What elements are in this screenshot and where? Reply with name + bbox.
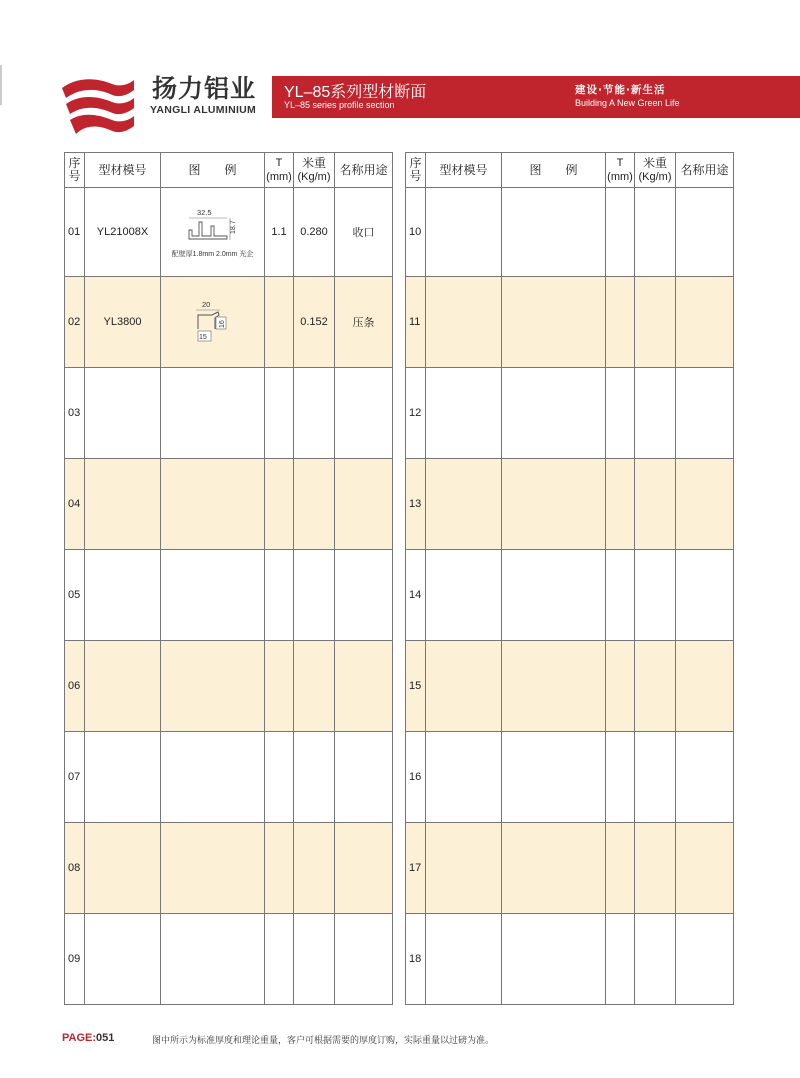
row-index: 11 (406, 277, 426, 368)
table-row (406, 550, 734, 641)
row-usage (676, 459, 734, 550)
row-usage (676, 368, 734, 459)
row-thickness (606, 550, 635, 641)
row-figure (161, 732, 265, 823)
row-thickness (606, 823, 635, 914)
row-usage (335, 368, 393, 459)
row-figure (502, 914, 606, 1005)
row-weight (294, 732, 335, 823)
row-index: 09 (65, 914, 85, 1005)
row-thickness (606, 641, 635, 732)
table-row (406, 732, 734, 823)
row-thickness: 1.1 (265, 188, 294, 277)
row-model (426, 914, 502, 1005)
row-figure (502, 459, 606, 550)
row-weight (294, 459, 335, 550)
row-weight (635, 459, 676, 550)
row-usage (335, 914, 393, 1005)
row-index: 10 (406, 188, 426, 277)
profile-table-left (64, 152, 393, 1005)
row-model (85, 550, 161, 641)
row-index: 13 (406, 459, 426, 550)
row-usage (676, 641, 734, 732)
row-weight (635, 823, 676, 914)
dim-top-label: 20 (201, 299, 210, 309)
row-index: 17 (406, 823, 426, 914)
row-index: 15 (406, 641, 426, 732)
row-model (85, 823, 161, 914)
row-index: 16 (406, 732, 426, 823)
row-thickness (606, 368, 635, 459)
dim-side-label: 16 (218, 319, 226, 328)
table-row (65, 823, 393, 914)
slogan-cn: 建设·节能·新生活 (575, 84, 666, 96)
header-band (272, 76, 800, 118)
row-model (85, 641, 161, 732)
row-figure (161, 823, 265, 914)
series-subtitle: YL–85 series profile section (284, 100, 395, 110)
row-index: 12 (406, 368, 426, 459)
profile-table-right (405, 152, 734, 1005)
row-figure (502, 641, 606, 732)
table-row (406, 368, 734, 459)
table-row (406, 823, 734, 914)
row-figure (161, 550, 265, 641)
table-row (406, 459, 734, 550)
row-usage (676, 732, 734, 823)
table-row (65, 914, 393, 1005)
table-row (65, 277, 393, 368)
row-figure (502, 188, 606, 277)
row-weight (635, 368, 676, 459)
row-usage (676, 914, 734, 1005)
row-figure (502, 823, 606, 914)
row-usage (335, 732, 393, 823)
row-weight: 0.152 (294, 277, 335, 368)
row-model (426, 641, 502, 732)
col-figure-header: 图 例 (502, 153, 606, 188)
row-model (426, 459, 502, 550)
row-usage (335, 550, 393, 641)
table-row (65, 368, 393, 459)
row-thickness (265, 277, 294, 368)
row-figure (502, 368, 606, 459)
row-figure (161, 641, 265, 732)
yangli-logo-icon (60, 74, 135, 136)
row-usage: 压条 (335, 277, 393, 368)
col-weight-header: 米重 (Kg/m) (635, 153, 676, 188)
row-usage (676, 823, 734, 914)
row-thickness (265, 368, 294, 459)
col-index-header: 序号 (65, 153, 85, 188)
row-index: 03 (65, 368, 85, 459)
row-weight (294, 823, 335, 914)
row-index: 04 (65, 459, 85, 550)
row-index: 01 (65, 188, 85, 277)
row-index: 18 (406, 914, 426, 1005)
page-edge-mark (0, 65, 2, 105)
table-row (406, 277, 734, 368)
table-header-row (65, 153, 393, 188)
row-weight (635, 641, 676, 732)
row-weight (294, 368, 335, 459)
row-usage (335, 459, 393, 550)
row-weight (294, 641, 335, 732)
table-row (65, 732, 393, 823)
dim-height-label: 18.7 (229, 219, 237, 234)
row-thickness (265, 914, 294, 1005)
row-weight (294, 550, 335, 641)
row-figure (502, 550, 606, 641)
row-model (426, 368, 502, 459)
row-thickness (265, 732, 294, 823)
row-model (426, 550, 502, 641)
row-index: 05 (65, 550, 85, 641)
table-row (406, 641, 734, 732)
row-usage (676, 188, 734, 277)
col-weight-header: 米重 (Kg/m) (294, 153, 335, 188)
figure-note: 配壁厚1.8mm 2.0mm 光企 (171, 250, 254, 258)
col-thickness-header: T (mm) (606, 153, 635, 188)
row-thickness (265, 459, 294, 550)
row-thickness (606, 459, 635, 550)
row-weight (635, 277, 676, 368)
footnote: 图中所示为标准厚度和理论重量，客户可根据需要的厚度订购，实际重量以过磅为准。 (152, 1036, 495, 1046)
row-usage: 收口 (335, 188, 393, 277)
row-thickness (265, 823, 294, 914)
row-model (85, 368, 161, 459)
slogan-en: Building A New Green Life (575, 98, 680, 108)
row-model (426, 188, 502, 277)
row-model: YL3800 (85, 277, 161, 368)
row-model (426, 277, 502, 368)
col-usage-header: 名称用途 (335, 153, 393, 188)
row-figure (502, 732, 606, 823)
row-thickness (265, 550, 294, 641)
brand-name-en: YANGLI ALUMINIUM (150, 104, 257, 116)
col-figure-header: 图 例 (161, 153, 265, 188)
table-row (65, 641, 393, 732)
dim-width-label: 32.5 (196, 207, 212, 217)
row-weight (635, 914, 676, 1005)
table-row (406, 914, 734, 1005)
row-weight (294, 914, 335, 1005)
row-model (426, 823, 502, 914)
row-usage (335, 823, 393, 914)
table-row (65, 188, 393, 277)
page-number: PAGE:051 (62, 1032, 115, 1044)
row-model (85, 459, 161, 550)
row-index: 08 (65, 823, 85, 914)
row-thickness (265, 641, 294, 732)
row-usage (335, 641, 393, 732)
row-usage (676, 277, 734, 368)
table-row (406, 188, 734, 277)
row-weight (635, 188, 676, 277)
row-model (85, 732, 161, 823)
col-index-header: 序号 (406, 153, 426, 188)
col-model-header: 型材模号 (426, 153, 502, 188)
row-figure (161, 188, 265, 277)
row-index: 02 (65, 277, 85, 368)
col-model-header: 型材模号 (85, 153, 161, 188)
row-index: 06 (65, 641, 85, 732)
profile-drawing-icon (190, 299, 236, 343)
row-thickness (606, 188, 635, 277)
row-thickness (606, 277, 635, 368)
table-row (65, 459, 393, 550)
row-weight (635, 550, 676, 641)
row-weight: 0.280 (294, 188, 335, 277)
table-header-row (406, 153, 734, 188)
table-row (65, 550, 393, 641)
col-thickness-header: T (mm) (265, 153, 294, 188)
row-model: YL21008X (85, 188, 161, 277)
row-figure (161, 914, 265, 1005)
row-index: 07 (65, 732, 85, 823)
profile-drawing-icon (183, 206, 243, 244)
row-model (426, 732, 502, 823)
row-thickness (606, 914, 635, 1005)
series-title: YL–85系列型材断面 (284, 84, 427, 101)
row-figure (161, 368, 265, 459)
row-figure (161, 277, 265, 368)
col-usage-header: 名称用途 (676, 153, 734, 188)
brand-name-cn: 扬力铝业 (152, 74, 257, 103)
row-figure (502, 277, 606, 368)
row-model (85, 914, 161, 1005)
dim-bottom-label: 15 (198, 333, 207, 341)
row-weight (635, 732, 676, 823)
row-figure (161, 459, 265, 550)
row-index: 14 (406, 550, 426, 641)
row-usage (676, 550, 734, 641)
row-thickness (606, 732, 635, 823)
